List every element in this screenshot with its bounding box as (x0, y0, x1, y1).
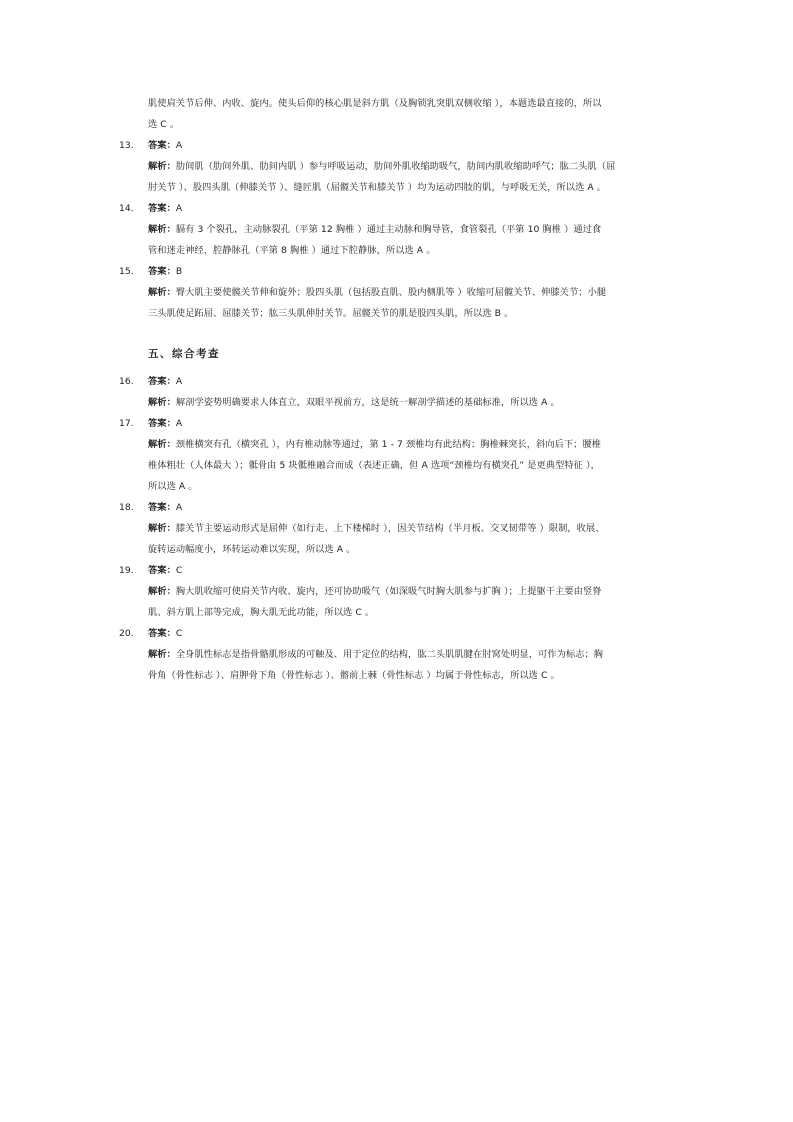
answer-line (148, 501, 182, 515)
item-number: 16. (119, 376, 134, 387)
analysis-line (148, 438, 601, 452)
answer-line (148, 139, 182, 153)
analysis-label: 解析： (148, 287, 176, 298)
answer-value: C (175, 565, 183, 576)
item-number: 18. (119, 502, 134, 513)
item-number: 15. (119, 266, 134, 277)
analysis-line (148, 396, 560, 410)
section-heading: 五、综合考查 (148, 348, 220, 360)
answer-value: A (175, 418, 183, 429)
analysis-label: 解析： (148, 649, 176, 660)
analysis-line (148, 648, 603, 662)
analysis-label: 解析： (148, 523, 176, 534)
answer-value: A (175, 140, 183, 151)
answer-value: C (175, 628, 183, 639)
answer-value: A (175, 376, 183, 387)
intro-line-2: 选 C 。 (148, 119, 180, 130)
answer-line (148, 417, 182, 431)
answer-label: 答案： (148, 565, 176, 576)
analysis-text: 管和迷走神经，腔静脉孔（平第 8 胸椎 ）通过下腔静脉，所以选 A 。 (148, 245, 436, 256)
analysis-text: 所以选 A 。 (148, 481, 198, 492)
analysis-line (148, 223, 601, 237)
analysis-label: 解析： (148, 586, 176, 597)
answer-label: 答案： (148, 418, 176, 429)
answer-label: 答案： (148, 376, 176, 387)
item-number: 17. (119, 418, 134, 429)
item-number: 13. (119, 140, 134, 151)
analysis-text: 肘关节 ）、股四头肌（伸膝关节 ）、缝匠肌（屈髋关节和膝关节 ）均为运动四肢的肌，与呼吸无关，所以选 A 。 (148, 182, 607, 193)
answer-line (148, 265, 182, 279)
answer-line (148, 375, 182, 389)
analysis-text: 膈有 3 个裂孔，主动脉裂孔（平第 12 胸椎 ）通过主动脉和胸导管，食管裂孔（平第 10 胸椎 ）通过食 (175, 224, 602, 235)
analysis-text: 胸大肌收缩可使肩关节内收、旋内，还可协助吸气（如深吸气时胸大肌参与扩胸 ）；上提躯干主要由竖脊 (175, 586, 602, 597)
intro-line-1: 肌使肩关节后伸、内收、旋内。使头后仰的核心肌是斜方肌（及胸锁乳突肌双侧收缩 ），本题选最直接的，所以 (148, 98, 602, 109)
answer-label: 答案： (148, 266, 176, 277)
analysis-label: 解析： (148, 161, 176, 172)
analysis-text: 肋间肌（肋间外肌、肋间内肌 ）参与呼吸运动，肋间外肌收缩助吸气，肋间内肌收缩助呼气；肱二头肌（屈 (175, 161, 616, 172)
item-number: 14. (119, 203, 134, 214)
answer-value: A (175, 502, 183, 513)
answer-label: 答案： (148, 203, 176, 214)
analysis-label: 解析： (148, 439, 176, 450)
analysis-line (148, 286, 606, 300)
answer-value: B (175, 266, 183, 277)
analysis-text: 三头肌使足跖屈、屈膝关节；肱三头肌伸肘关节。屈髋关节的肌是股四头肌，所以选 B 。 (148, 308, 514, 319)
analysis-text: 肌、斜方肌上部等完成，胸大肌无此功能，所以选 C 。 (148, 607, 375, 618)
answer-label: 答案： (148, 502, 176, 513)
item-number: 20. (119, 628, 134, 639)
analysis-text: 膝关节主要运动形式是屈伸（如行走、上下楼梯时 ），因关节结构（半月板、交叉韧带等 ）限制，收展、 (175, 523, 605, 534)
analysis-line (148, 522, 605, 536)
analysis-text: 椎体粗壮（人体最大 ）；骶骨由 5 块骶椎融合而成（表述正确，但 A 选项“颈椎均有横突孔” 是更典型特征 ）， (148, 460, 600, 471)
analysis-line (148, 585, 602, 599)
answer-label: 答案： (148, 140, 176, 151)
answer-label: 答案： (148, 628, 176, 639)
analysis-label: 解析： (148, 224, 176, 235)
analysis-text: 臀大肌主要使髋关节伸和旋外；股四头肌（包括股直肌、股内侧肌等 ）收缩可屈髋关节、伸膝关节；小腿 (175, 287, 607, 298)
analysis-text: 颈椎横突有孔（横突孔 ），内有椎动脉等通过，第 1 - 7 颈椎均有此结构；胸椎棘突长，斜向后下；腰椎 (175, 439, 602, 450)
analysis-text: 旋转运动幅度小，环转运动难以实现，所以选 A 。 (148, 544, 356, 555)
analysis-text: 骨角（骨性标志 ）、肩胛骨下角（骨性标志 ）、髂前上棘（骨性标志 ）均属于骨性标志，所以选 C 。 (148, 670, 560, 681)
answer-line (148, 202, 182, 216)
analysis-label: 解析： (148, 397, 176, 408)
item-number: 19. (119, 565, 134, 576)
answer-value: A (175, 203, 183, 214)
analysis-text: 解剖学姿势明确要求人体直立，双眼平视前方，这是统一解剖学描述的基础标准，所以选 A 。 (175, 397, 560, 408)
analysis-line (148, 160, 615, 174)
analysis-text: 全身肌性标志是指骨骼肌形成的可触及、用于定位的结构，肱二头肌肌腱在肘窝处明显，可作为标志；胸 (175, 649, 604, 660)
answer-line (148, 564, 182, 578)
answer-line (148, 627, 182, 641)
